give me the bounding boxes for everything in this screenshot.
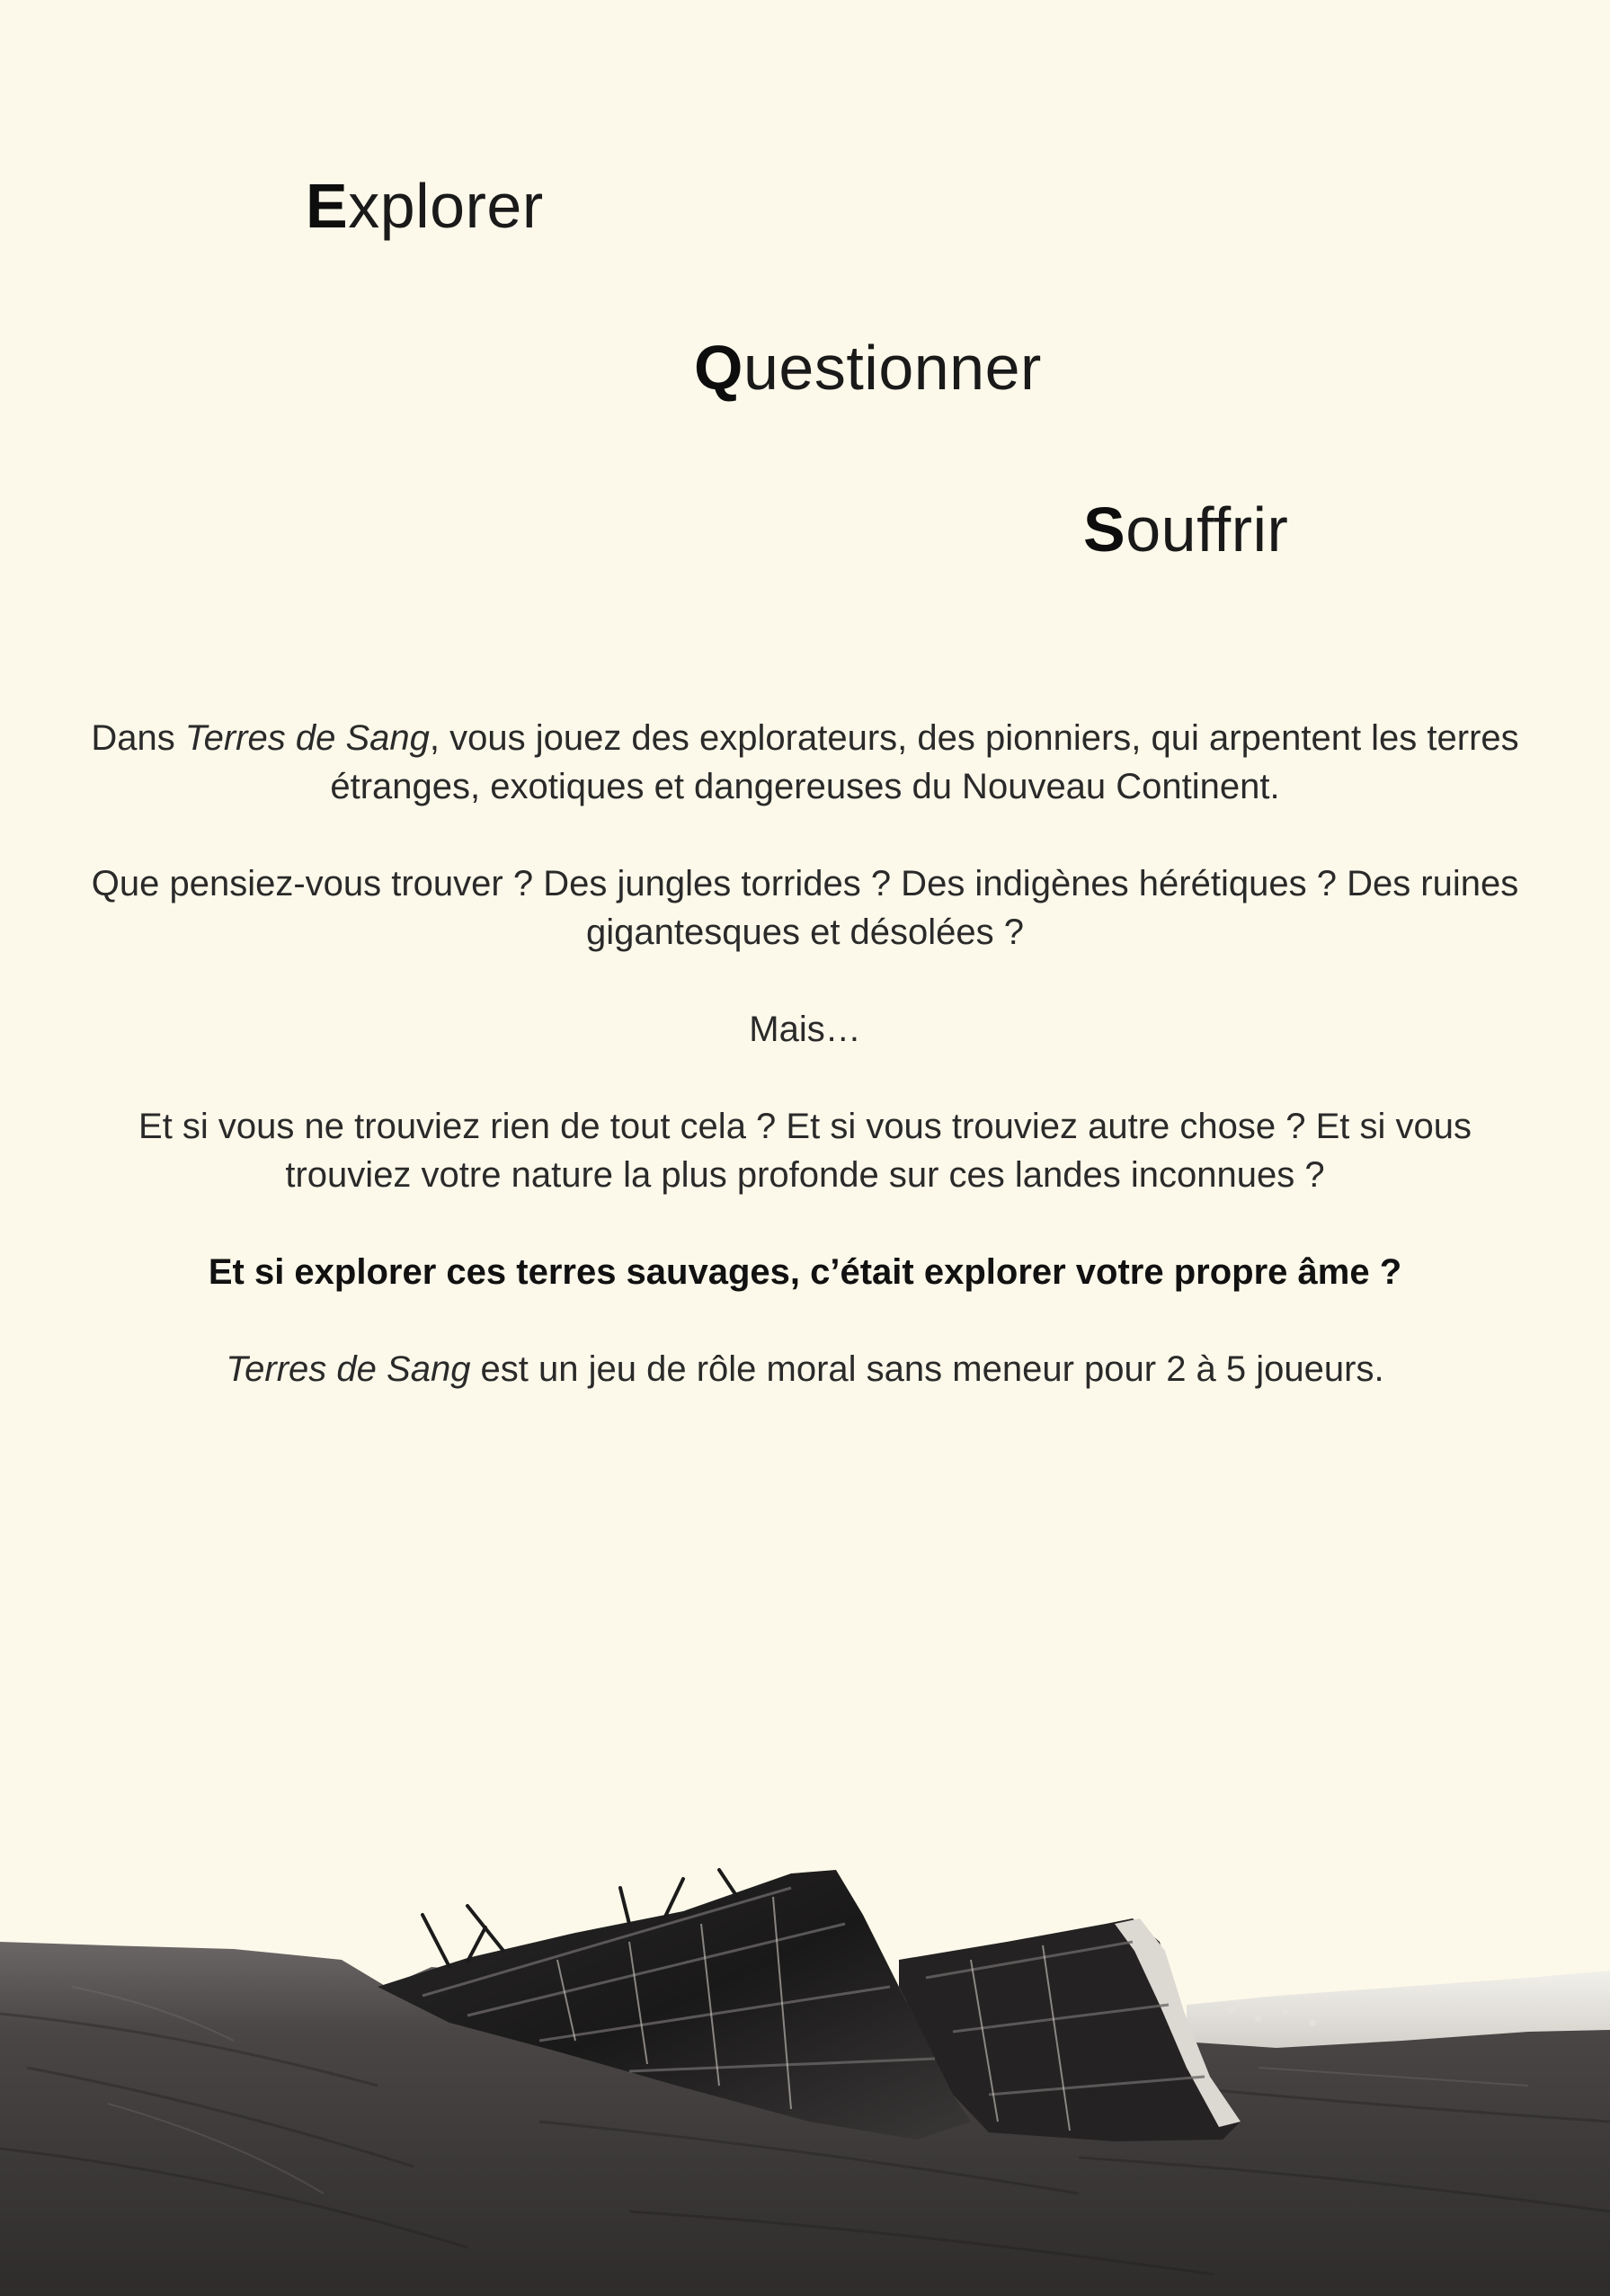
motto-rest: xplorer	[348, 171, 544, 241]
intro-paragraph-3: Mais…	[749, 1010, 861, 1049]
motto-initial: Q	[694, 333, 743, 403]
intro-paragraph-1	[90, 714, 1520, 811]
game-title: Terres de Sang	[184, 718, 430, 758]
motto-souffrir	[1083, 494, 1289, 565]
shipwreck-illustration	[0, 1852, 1610, 2296]
motto-rest: uestionner	[743, 333, 1042, 403]
intro-text	[90, 714, 1520, 1442]
intro-tagline: Et si explorer ces terres sauvages, c’était explorer votre propre âme ?	[208, 1252, 1402, 1292]
text-segment: est un jeu de rôle moral sans meneur pour 2 à 5 joueurs.	[470, 1349, 1384, 1389]
text-segment: , vous jouez des explorateurs, des pionniers, qui arpentent les terres étranges, exotiques et dangereuses du Nouveau Continent.	[330, 718, 1519, 806]
motto-explorer	[306, 171, 544, 241]
text-segment: Dans	[91, 718, 185, 758]
motto-rest: ouffrir	[1125, 494, 1289, 565]
intro-paragraph-6	[90, 1345, 1520, 1393]
motto-initial: E	[306, 171, 349, 241]
intro-paragraph-4: Et si vous ne trouviez rien de tout cela ? Et si vous trouviez autre chose ? Et si vous trouviez votre nature la plus profonde sur ces landes inconnues ?	[138, 1107, 1472, 1195]
intro-paragraph-2: Que pensiez-vous trouver ? Des jungles torrides ? Des indigènes hérétiques ? Des ruines gigantesques et désolées ?	[91, 864, 1519, 952]
motto-initial: S	[1083, 494, 1126, 565]
motto-questionner	[694, 333, 1042, 403]
game-title: Terres de Sang	[226, 1349, 471, 1389]
